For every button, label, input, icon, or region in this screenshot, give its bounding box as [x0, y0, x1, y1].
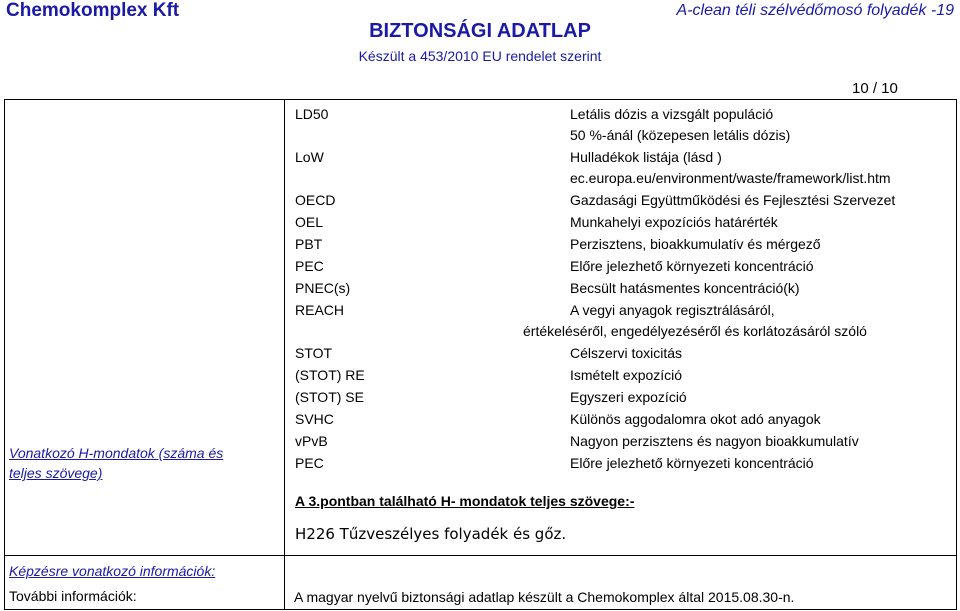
def-low-url: ec.europa.eu/environment/waste/framework/list.htm — [570, 170, 891, 186]
page-number: 10 / 10 — [852, 80, 898, 97]
table-bottom-border — [4, 609, 957, 610]
h-statements-label: Vonatkozó H-mondatok (száma és teljes szövege) — [9, 445, 224, 481]
abbr-low: LoW — [295, 149, 324, 165]
def-reach: A vegyi anyagok regisztrálásáról, — [570, 302, 775, 318]
def-pec-2: Előre jelezhető környezeti koncentráció — [570, 455, 814, 471]
abbr-pbt: PBT — [295, 236, 323, 252]
def-reach-cont: értékeléséről, engedélyezéséről és korlátozásáról szóló — [523, 323, 867, 339]
table-top-border — [4, 99, 957, 100]
def-vpvb: Nagyon perzisztens és nagyon bioakkumulatív — [570, 433, 859, 449]
document-title: BIZTONSÁGI ADATLAP — [369, 20, 591, 42]
abbr-stot: STOT — [295, 345, 333, 361]
abbr-stot-se: (STOT) SE — [295, 389, 364, 405]
further-info-label: További információk: — [9, 588, 137, 604]
table-left-border — [4, 99, 5, 610]
abbr-pec: PEC — [295, 258, 324, 274]
product-name: A-clean téli szélvédőmosó folyadék -19 — [676, 2, 954, 19]
section3-heading: A 3.pontban található H- mondatok teljes szövege:- — [295, 493, 635, 509]
company-name: Chemokomplex Kft — [6, 0, 180, 21]
h-sentence: H226 Tűzveszélyes folyadék és gőz. — [295, 525, 567, 543]
table-right-border — [956, 99, 957, 610]
table-row-divider — [4, 555, 957, 556]
def-svhc: Különös aggodalomra okot adó anyagok — [570, 411, 821, 427]
def-oecd: Gazdasági Együttműködési és Fejlesztési Szervezet — [570, 192, 896, 208]
abbr-ld50: LD50 — [295, 106, 329, 122]
def-oel: Munkahelyi expozíciós határérték — [570, 214, 778, 230]
def-stot-se: Egyszeri expozíció — [570, 389, 687, 405]
def-stot: Célszervi toxicitás — [570, 345, 683, 361]
def-ld50: Letális dózis a vizsgált populáció — [570, 106, 774, 122]
abbr-vpvb: vPvB — [295, 433, 328, 449]
abbr-oecd: OECD — [295, 192, 336, 208]
abbr-svhc: SVHC — [295, 411, 334, 427]
table-column-divider — [284, 99, 285, 610]
def-ld50-cont: 50 %-ánál (közepesen letális dózis) — [570, 127, 791, 143]
abbr-pec-2: PEC — [295, 455, 324, 471]
document-subtitle: Készült a 453/2010 EU rendelet szerint — [358, 48, 602, 64]
abbr-reach: REACH — [295, 302, 345, 318]
abbr-pnec: PNEC(s) — [295, 280, 351, 296]
def-pnec: Becsült hatásmentes koncentráció(k) — [570, 280, 800, 296]
def-pbt: Perzisztens, bioakkumulatív és mérgező — [570, 236, 821, 252]
def-stot-re: Ismételt expozíció — [570, 367, 683, 383]
def-pec: Előre jelezhető környezeti koncentráció — [570, 258, 814, 274]
training-info-label: Képzésre vonatkozó információk: — [9, 563, 216, 579]
abbr-stot-re: (STOT) RE — [295, 367, 365, 383]
footer-note: A magyar nyelvű biztonsági adatlap készült a Chemokomplex által 2015.08.30-n. — [294, 589, 795, 605]
def-low: Hulladékok listája (lásd ) — [570, 149, 722, 165]
abbr-oel: OEL — [295, 214, 324, 230]
